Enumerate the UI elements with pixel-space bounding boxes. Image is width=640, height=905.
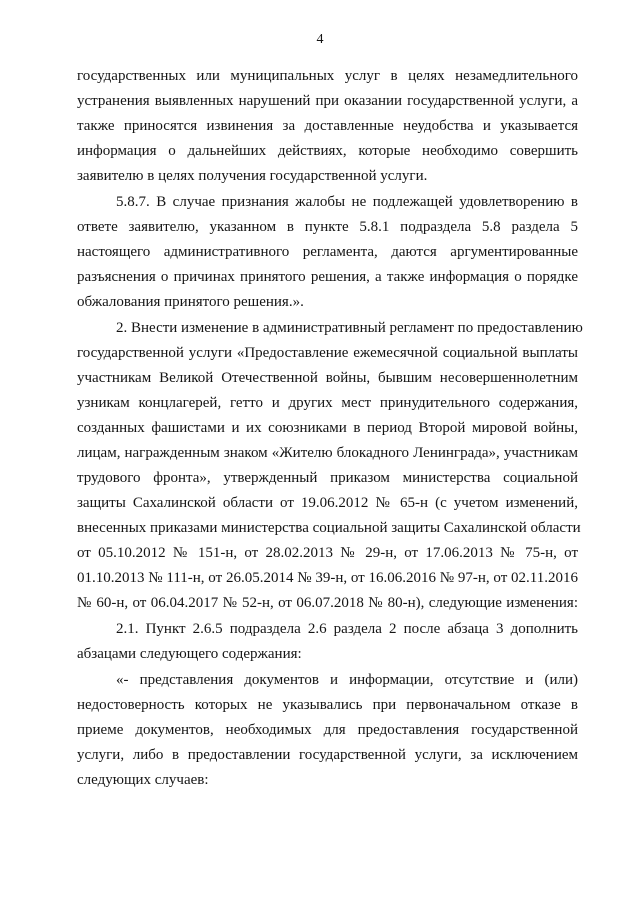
page-number: 4 [316,32,324,47]
text-line: абзацами следующего содержания: [77,646,302,662]
text-line: разъяснения о причинах принятого решения, а также информация о порядке [77,269,578,285]
text-line: услуги, либо в предоставлении государственной услуги, за исключением [77,747,578,763]
text-line: устранения выявленных нарушений при оказании государственной услуги, а [77,93,578,109]
text-line: ответе заявителю, указанном в пункте 5.8.1 подраздела 5.8 раздела 5 [77,219,578,235]
text-line: участникам Великой Отечественной войны, бывшим несовершеннолетним [77,370,578,386]
text-line: лицам, награжденным знаком «Жителю блокадного Ленинграда», участникам [77,445,578,461]
text-line: государственных или муниципальных услуг в целях незамедлительного [77,68,578,84]
text-line: узникам концлагерей, гетто и других мест принудительного содержания, [77,395,578,411]
text-line: следующих случаев: [77,772,209,788]
text-line: внесенных приказами министерства социальной защиты Сахалинской области [77,520,581,536]
text-line: приеме документов, необходимых для предоставления государственной [77,722,578,738]
text-line: «- представления документов и информации, отсутствие и (или) [116,672,578,688]
text-line: настоящего административного регламента, даются аргументированные [77,244,578,260]
text-line: 5.8.7. В случае признания жалобы не подлежащей удовлетворению в [116,194,578,210]
text-line: 01.10.2013 № 111-н, от 26.05.2014 № 39-н, от 16.06.2016 № 97-н, от 02.11.2016 [77,570,578,586]
text-line: трудового фронта», утвержденный приказом министерства социальной [77,470,578,486]
text-line: заявителю в целях получения государственной услуги. [77,168,428,184]
text-line: 2. Внести изменение в административный регламент по предоставлению [116,320,583,336]
text-line: № 60-н, от 06.04.2017 № 52-н, от 06.07.2018 № 80-н), следующие изменения: [77,595,578,611]
text-line: защиты Сахалинской области от 19.06.2012 № 65-н (с учетом изменений, [77,495,578,511]
text-line: информация о дальнейших действиях, которые необходимо совершить [77,143,578,159]
text-line: созданных фашистами и их союзниками в период Второй мировой войны, [77,420,578,436]
text-line: также приносятся извинения за доставленные неудобства и указывается [77,118,578,134]
text-line: 2.1. Пункт 2.6.5 подраздела 2.6 раздела 2 после абзаца 3 дополнить [116,621,578,637]
text-line: недостоверность которых не указывались при первоначальном отказе в [77,697,578,713]
text-line: обжалования принятого решения.». [77,294,304,310]
text-line: от 05.10.2012 № 151-н, от 28.02.2013 № 29-н, от 17.06.2013 № 75-н, от [77,545,578,561]
text-line: государственной услуги «Предоставление ежемесячной социальной выплаты [77,345,578,361]
